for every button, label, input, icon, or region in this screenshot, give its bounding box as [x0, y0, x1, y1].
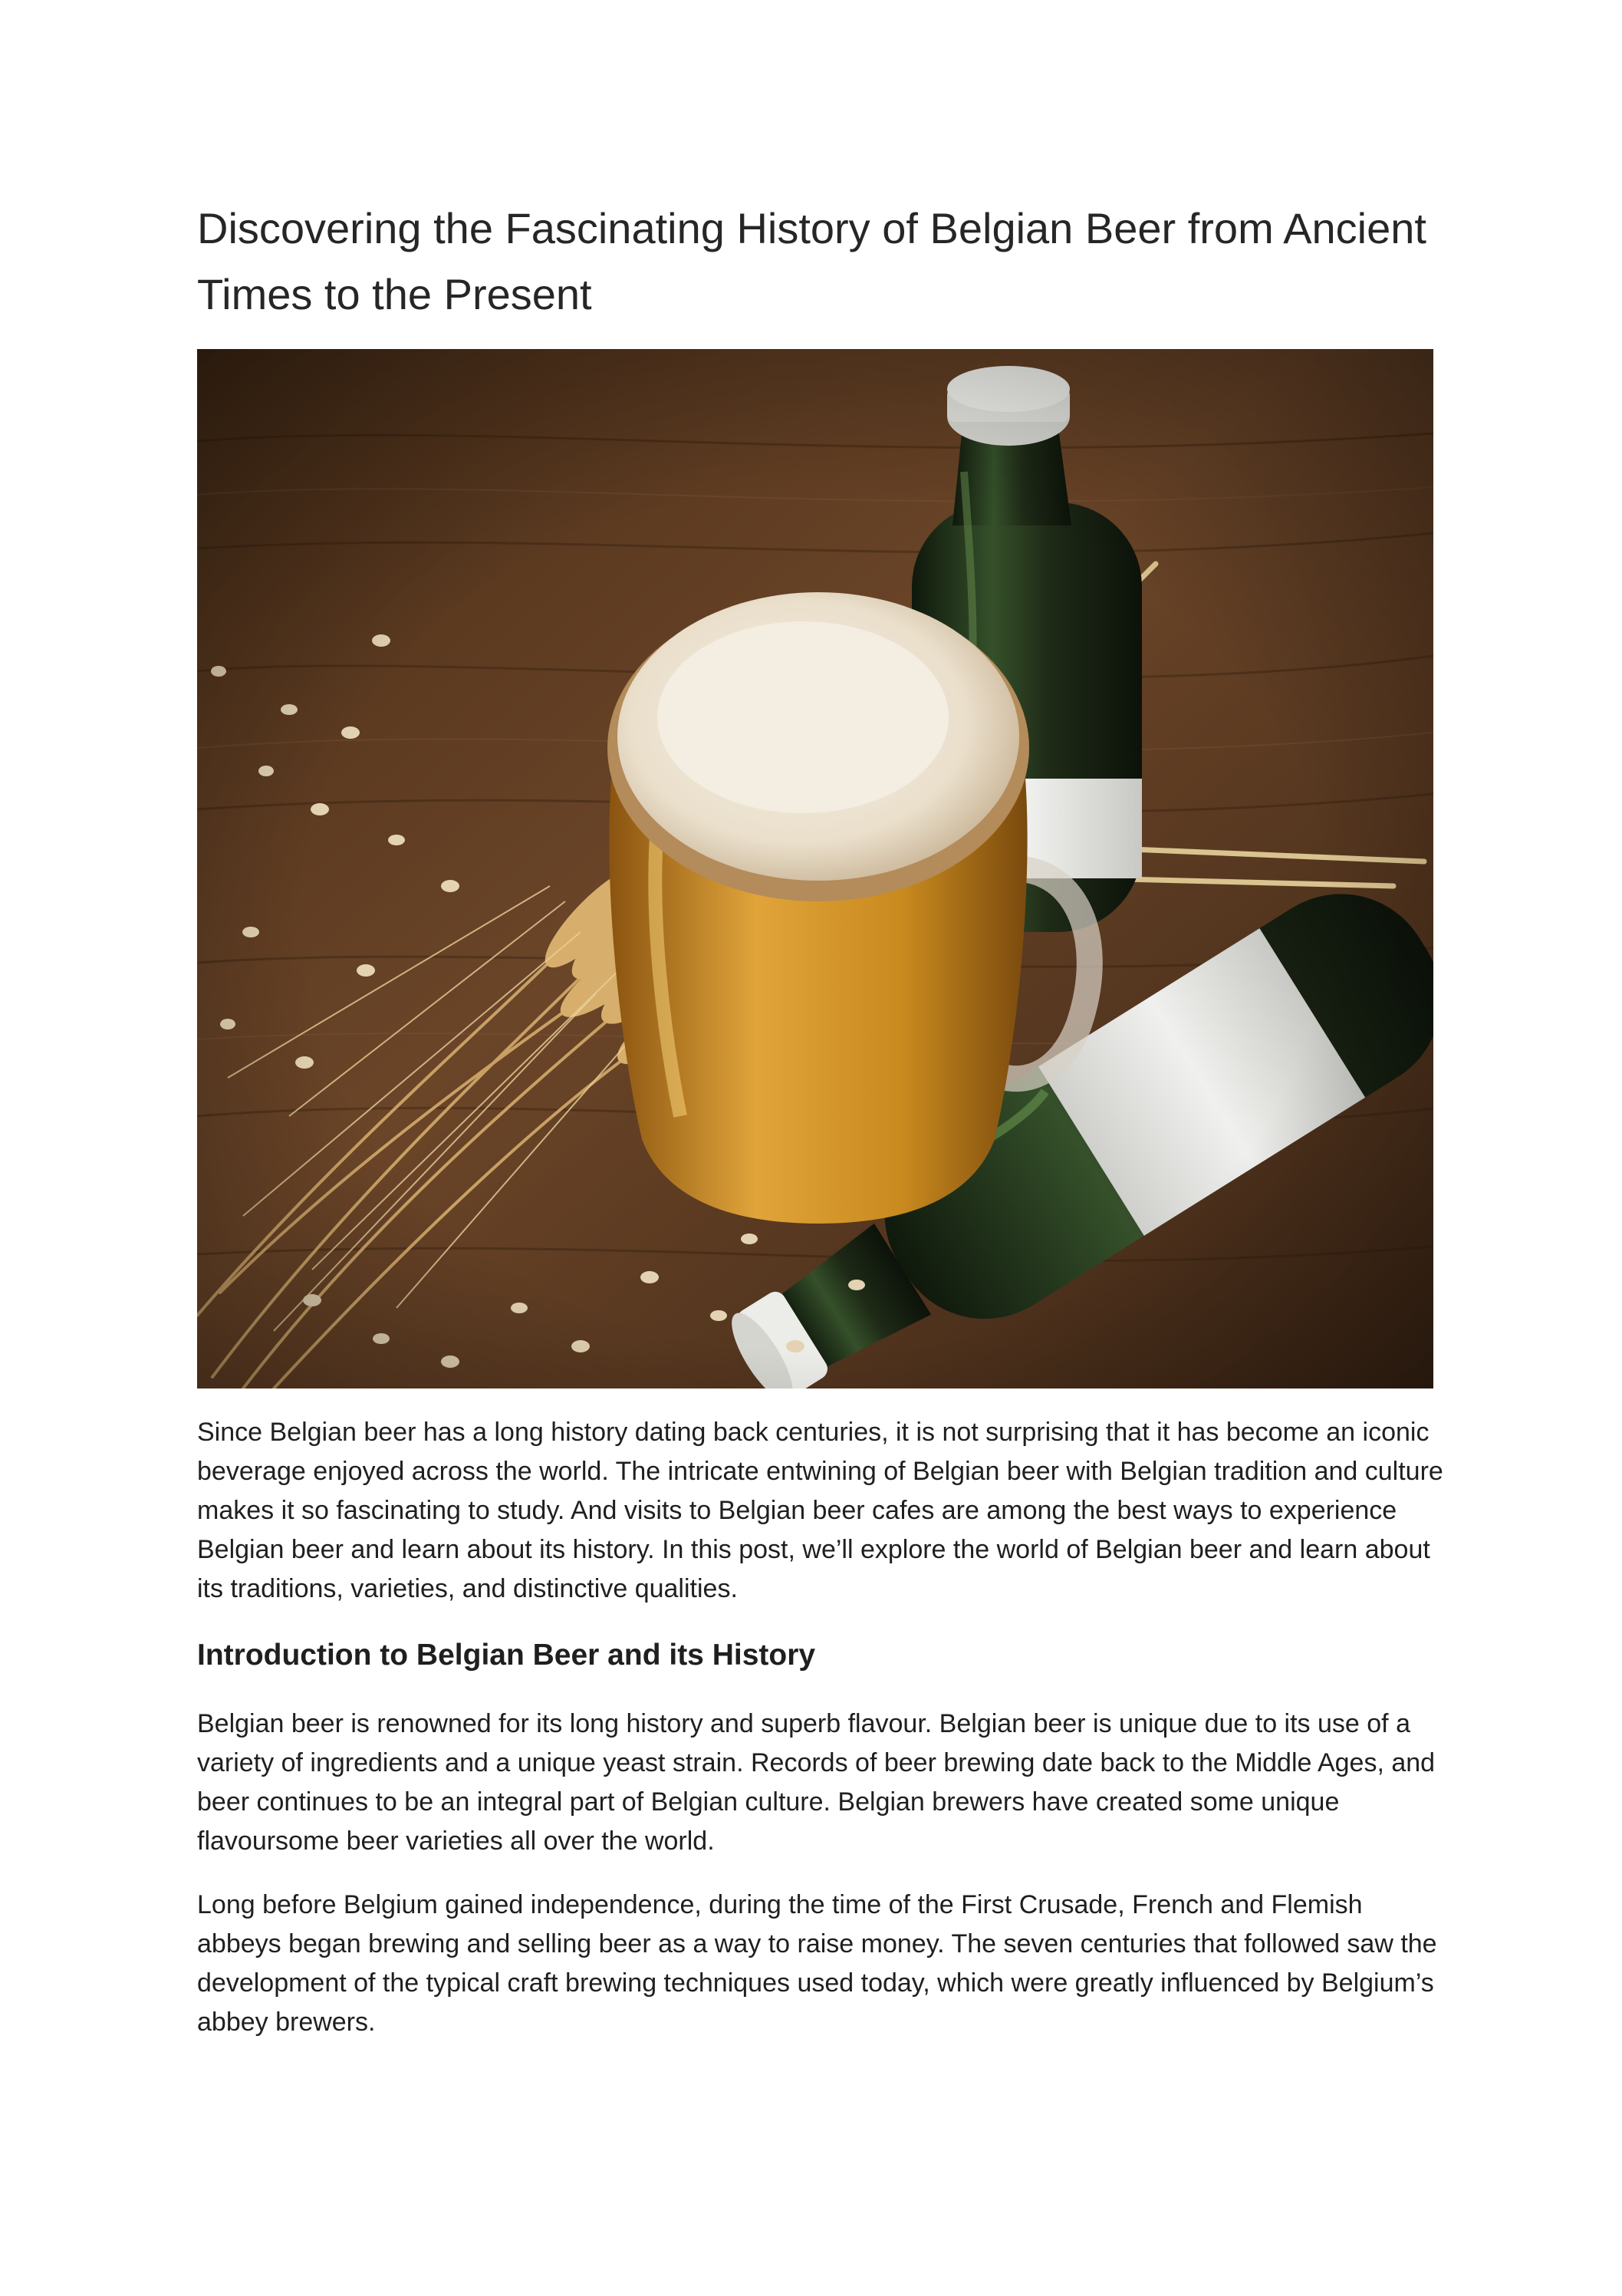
section-paragraph-1: Belgian beer is renowned for its long history and superb flavour. Belgian beer is unique due to its use of a variety of ingredients and a unique yeast strain. Records of beer brewing date back to the Middle Ages, and beer continues to be an integral part of Belgian culture. Belgian brewers have created some unique flavoursome beer varieties all over the world. [197, 1709, 1436, 1856]
intro-paragraph: Since Belgian beer has a long history dating back centuries, it is not surprising that it has become an iconic beverage enjoyed across the world. The intricate entwining of Belgian beer with Belgian tradition and culture makes it so fascinating to study. And visits to Belgian beer cafes are among the best ways to experience Belgian beer and learn about its history. In this post, we’ll explore the world of Belgian beer and learn about its traditions, varieties, and distinctive qualities. [197, 1418, 1443, 1603]
section-heading: Introduction to Belgian Beer and its History [197, 1639, 816, 1672]
page-title: Discovering the Fascinating History of Belgian Beer from Ancient Times to the Present [197, 204, 1426, 318]
beer-photo-icon [197, 349, 1433, 1388]
section-paragraph-2: Long before Belgium gained independence, during the time of the First Crusade, French and Flemish abbeys began brewing and selling beer as a way to raise money. The seven centuries that followed saw the development of the typical craft brewing techniques used today, which were greatly influenced by Belgium’s abbey brewers. [197, 1890, 1437, 2037]
hero-image [197, 349, 1433, 1388]
